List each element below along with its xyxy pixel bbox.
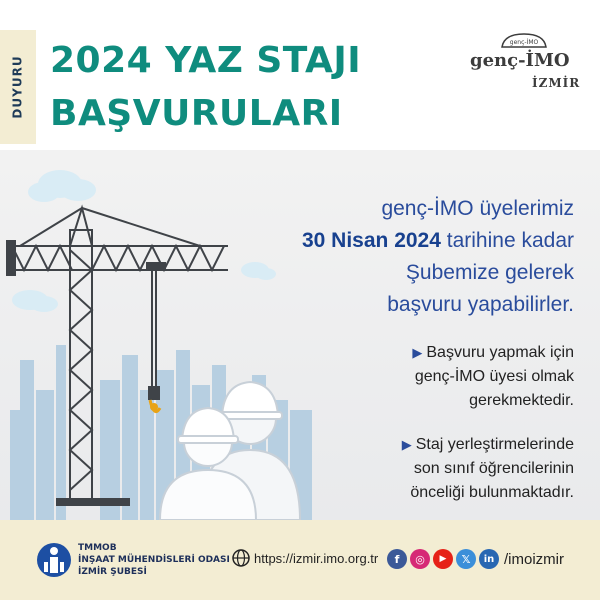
globe-icon (232, 549, 250, 567)
bullet-priority (402, 433, 574, 505)
bullet-line: ▶ Başvuru yapmak için (412, 344, 574, 361)
message-line-4: başvuru yapabilirler. (387, 293, 574, 316)
badge-label: DUYURU (11, 55, 25, 119)
cloud-icon (241, 262, 276, 280)
org-line: İZMİR ŞUBESİ (78, 567, 147, 577)
genc-imo-logo (470, 32, 580, 102)
helmet-icon (498, 32, 550, 48)
imo-logo-icon (36, 542, 72, 578)
website-link[interactable] (232, 549, 378, 567)
message-line-1: genç-İMO üyelerimiz (381, 197, 574, 220)
logo-text: genç-İMO (470, 50, 570, 71)
bullet-arrow-icon: ▶ (401, 437, 412, 452)
facebook-icon[interactable]: f (387, 549, 407, 569)
org-line: TMMOB (78, 543, 117, 553)
message-line-2-rest: tarihine kadar (440, 229, 574, 252)
linkedin-icon[interactable]: in (479, 549, 499, 569)
bullet-arrow-icon: ▶ (412, 345, 423, 360)
cloud-icon (12, 290, 58, 312)
bullet-line: gerekmektedir. (469, 392, 574, 409)
instagram-icon[interactable]: ◎ (410, 549, 430, 569)
main-message (274, 193, 574, 321)
title-line-1: 2024 YAZ STAJI (50, 40, 362, 81)
logo-city: İZMİR (532, 76, 581, 90)
bullet-line: genç-İMO üyesi olmak (414, 368, 574, 385)
organization-name (78, 542, 230, 578)
title-line-2: BAŞVURULARI (50, 93, 343, 134)
bullet-line: önceliği bulunmaktadır. (410, 484, 574, 501)
org-line: İNŞAAT MÜHENDİSLERİ ODASI (78, 555, 230, 565)
message-line-2 (274, 225, 574, 257)
bullet-line: ▶ Staj yerleştirmelerinde (401, 436, 574, 453)
cloud-icon (28, 170, 96, 202)
x-icon[interactable]: 𝕏 (456, 549, 476, 569)
social-links (387, 549, 564, 569)
announcement-badge (0, 30, 36, 144)
footer (0, 520, 600, 600)
message-line-3: Şubemize gelerek (405, 261, 574, 284)
deadline-date: 30 Nisan 2024 (301, 229, 441, 252)
youtube-icon[interactable]: ▶ (433, 549, 453, 569)
svg-text:genç-İMO: genç-İMO (509, 39, 539, 46)
social-handle[interactable]: /imoizmir (504, 550, 564, 568)
website-url[interactable]: https://izmir.imo.org.tr (254, 550, 379, 566)
bullet-line: son sınıf öğrencilerinin (413, 460, 574, 477)
construction-illustration (0, 150, 320, 520)
bullet-membership (412, 341, 574, 413)
